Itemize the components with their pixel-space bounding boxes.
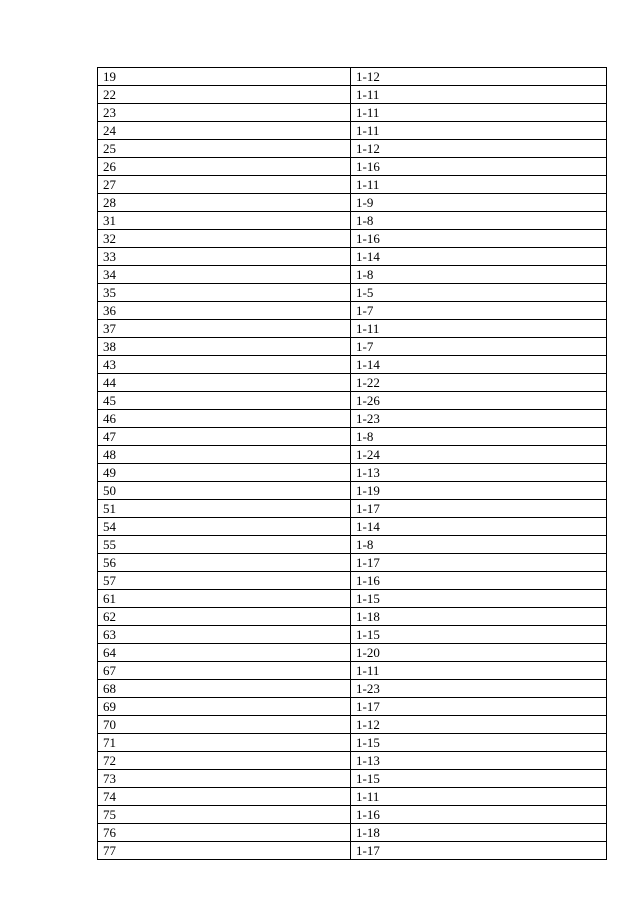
table-row [98, 806, 607, 824]
table-row [98, 446, 607, 464]
range-cell: 1-16 [351, 806, 607, 824]
range-cell: 1-12 [351, 68, 607, 86]
claim-number-cell: 36 [98, 302, 351, 320]
table-row [98, 590, 607, 608]
table-row [98, 788, 607, 806]
range-cell: 1-8 [351, 266, 607, 284]
table-row [98, 554, 607, 572]
table-row [98, 608, 607, 626]
claim-number-cell: 35 [98, 284, 351, 302]
range-cell: 1-17 [351, 842, 607, 860]
claim-number-cell: 34 [98, 266, 351, 284]
claim-number-cell: 26 [98, 158, 351, 176]
table-row [98, 770, 607, 788]
table-row [98, 644, 607, 662]
claim-number-cell: 47 [98, 428, 351, 446]
table-row [98, 626, 607, 644]
claim-number-cell: 50 [98, 482, 351, 500]
table-row [98, 230, 607, 248]
table-row [98, 752, 607, 770]
table-row [98, 842, 607, 860]
claim-number-cell: 75 [98, 806, 351, 824]
claim-number-cell: 68 [98, 680, 351, 698]
claim-number-cell: 44 [98, 374, 351, 392]
range-cell: 1-17 [351, 500, 607, 518]
table-row [98, 428, 607, 446]
claim-number-cell: 28 [98, 194, 351, 212]
range-cell: 1-26 [351, 392, 607, 410]
table-row [98, 320, 607, 338]
range-cell: 1-7 [351, 302, 607, 320]
range-cell: 1-22 [351, 374, 607, 392]
table-row [98, 572, 607, 590]
claim-number-cell: 46 [98, 410, 351, 428]
claim-number-cell: 77 [98, 842, 351, 860]
table-row [98, 338, 607, 356]
claim-number-cell: 76 [98, 824, 351, 842]
range-cell: 1-17 [351, 554, 607, 572]
range-cell: 1-15 [351, 770, 607, 788]
claim-number-cell: 72 [98, 752, 351, 770]
claim-number-cell: 54 [98, 518, 351, 536]
range-cell: 1-8 [351, 212, 607, 230]
table-row [98, 194, 607, 212]
table-row [98, 662, 607, 680]
claim-number-cell: 27 [98, 176, 351, 194]
range-cell: 1-9 [351, 194, 607, 212]
claim-number-cell: 33 [98, 248, 351, 266]
table-row [98, 500, 607, 518]
range-cell: 1-17 [351, 698, 607, 716]
claim-number-cell: 48 [98, 446, 351, 464]
claim-number-cell: 69 [98, 698, 351, 716]
table-row [98, 374, 607, 392]
range-cell: 1-13 [351, 464, 607, 482]
range-cell: 1-5 [351, 284, 607, 302]
table-row [98, 536, 607, 554]
range-cell: 1-20 [351, 644, 607, 662]
claim-number-cell: 71 [98, 734, 351, 752]
claim-number-cell: 19 [98, 68, 351, 86]
table-row [98, 158, 607, 176]
claim-number-cell: 23 [98, 104, 351, 122]
claim-number-cell: 63 [98, 626, 351, 644]
table-row [98, 734, 607, 752]
range-cell: 1-12 [351, 716, 607, 734]
claim-number-cell: 73 [98, 770, 351, 788]
table-row [98, 86, 607, 104]
range-cell: 1-11 [351, 320, 607, 338]
range-cell: 1-11 [351, 86, 607, 104]
range-cell: 1-14 [351, 356, 607, 374]
claim-number-cell: 55 [98, 536, 351, 554]
range-cell: 1-18 [351, 608, 607, 626]
table-row [98, 824, 607, 842]
table-row [98, 140, 607, 158]
table-row [98, 248, 607, 266]
range-cell: 1-12 [351, 140, 607, 158]
claim-number-cell: 43 [98, 356, 351, 374]
claim-number-cell: 38 [98, 338, 351, 356]
range-cell: 1-7 [351, 338, 607, 356]
range-cell: 1-11 [351, 122, 607, 140]
claim-number-cell: 57 [98, 572, 351, 590]
claim-number-cell: 74 [98, 788, 351, 806]
claim-number-cell: 37 [98, 320, 351, 338]
table-row [98, 212, 607, 230]
range-cell: 1-16 [351, 572, 607, 590]
table-row [98, 482, 607, 500]
claim-number-cell: 64 [98, 644, 351, 662]
range-cell: 1-15 [351, 734, 607, 752]
claim-number-cell: 61 [98, 590, 351, 608]
table-row [98, 176, 607, 194]
table-row [98, 392, 607, 410]
range-cell: 1-11 [351, 176, 607, 194]
table-row [98, 266, 607, 284]
table-row [98, 716, 607, 734]
claim-number-cell: 22 [98, 86, 351, 104]
table-row [98, 698, 607, 716]
range-cell: 1-24 [351, 446, 607, 464]
table-row [98, 122, 607, 140]
claim-number-cell: 62 [98, 608, 351, 626]
claim-number-cell: 51 [98, 500, 351, 518]
range-cell: 1-14 [351, 518, 607, 536]
claim-number-cell: 67 [98, 662, 351, 680]
claim-number-cell: 45 [98, 392, 351, 410]
range-cell: 1-16 [351, 230, 607, 248]
table-row [98, 302, 607, 320]
range-cell: 1-11 [351, 104, 607, 122]
table-row [98, 518, 607, 536]
claim-number-cell: 32 [98, 230, 351, 248]
claim-number-cell: 56 [98, 554, 351, 572]
range-cell: 1-11 [351, 788, 607, 806]
claim-number-cell: 31 [98, 212, 351, 230]
table-row [98, 68, 607, 86]
table-row [98, 464, 607, 482]
data-table [97, 67, 607, 860]
table-row [98, 284, 607, 302]
claim-number-cell: 49 [98, 464, 351, 482]
range-cell: 1-23 [351, 410, 607, 428]
range-cell: 1-13 [351, 752, 607, 770]
range-cell: 1-19 [351, 482, 607, 500]
range-cell: 1-16 [351, 158, 607, 176]
claim-number-cell: 25 [98, 140, 351, 158]
range-cell: 1-14 [351, 248, 607, 266]
range-cell: 1-8 [351, 428, 607, 446]
table-row [98, 104, 607, 122]
range-cell: 1-18 [351, 824, 607, 842]
range-cell: 1-15 [351, 626, 607, 644]
range-cell: 1-23 [351, 680, 607, 698]
range-cell: 1-15 [351, 590, 607, 608]
table-row [98, 680, 607, 698]
claim-number-cell: 70 [98, 716, 351, 734]
claim-number-cell: 24 [98, 122, 351, 140]
range-cell: 1-8 [351, 536, 607, 554]
range-cell: 1-11 [351, 662, 607, 680]
table-body [98, 68, 607, 860]
table-row [98, 356, 607, 374]
table-row [98, 410, 607, 428]
